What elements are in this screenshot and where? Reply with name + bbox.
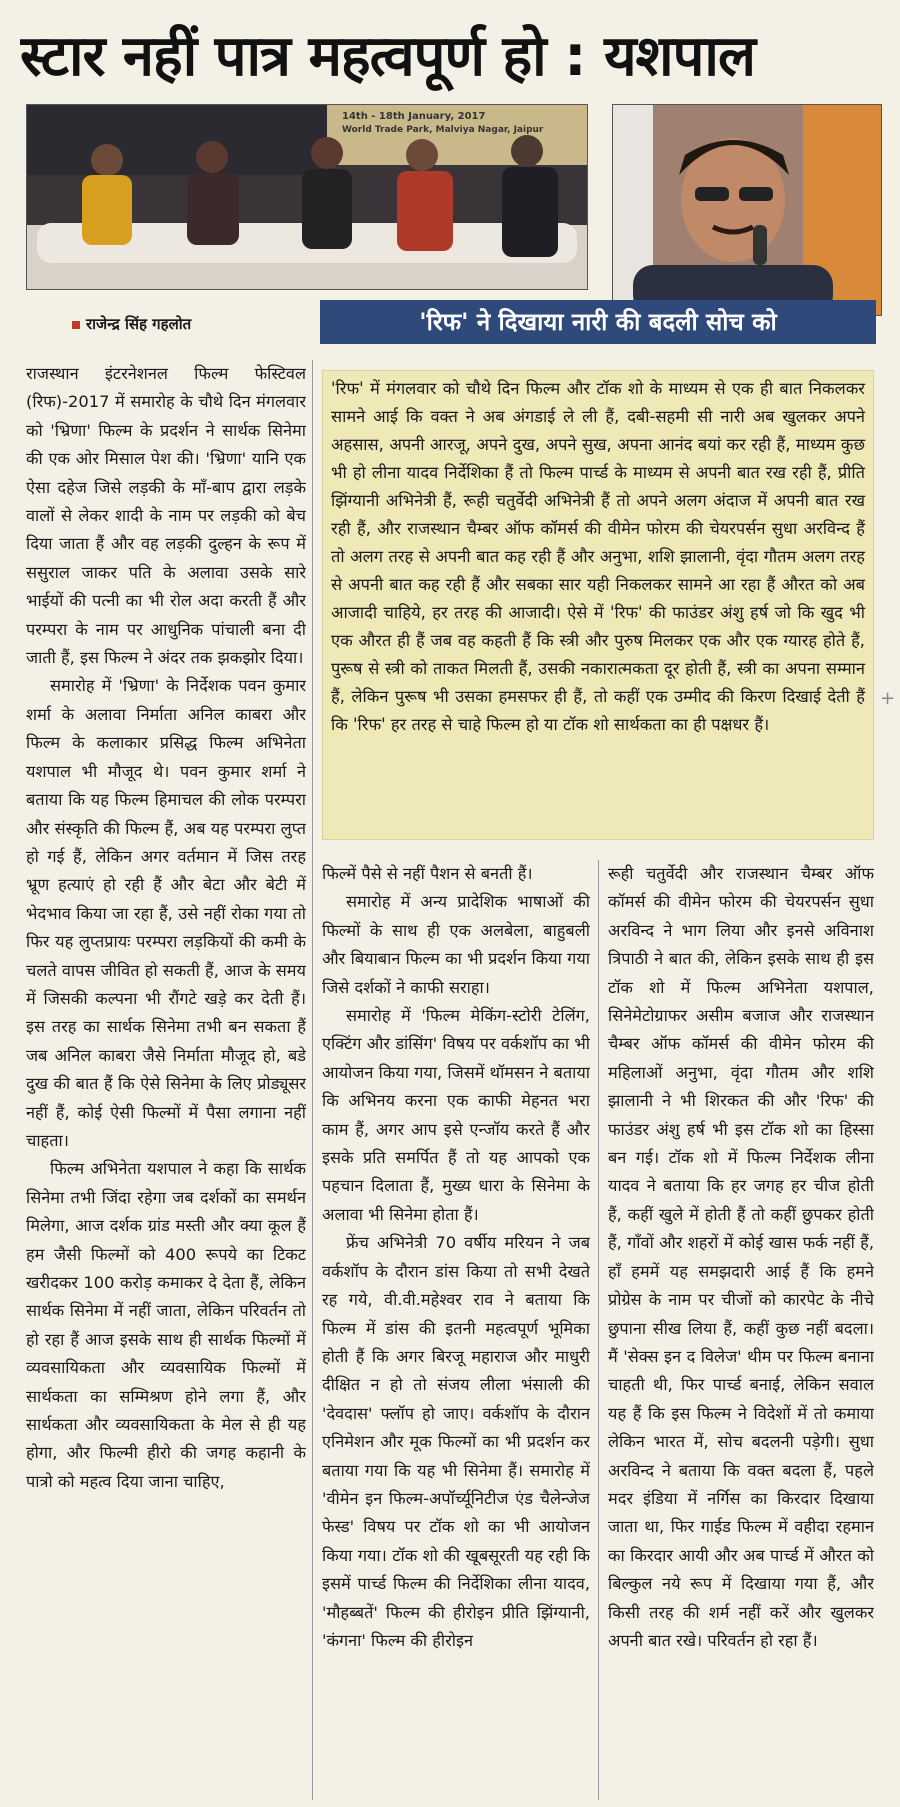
col1-paragraph: राजस्थान इंटरनेशनल फिल्म फेस्टिवल (रिफ)-2017 में समारोह के चौथे दिन मंगलवार को 'भ्रिणा' फिल्म के प्रदर्शन ने सार्थक सिनेमा की एक ओर मिसाल पेश की। 'भ्रिणा' यानि एक ऐसा दहेज जिसे लड़की के माँ-बाप द्वारा लड़के वालों से लेकर शादी के नाम पर लड़की को बेच दिया जाता हैं और वह लड़की दुल्हन के रूप में ससुराल जाकर पति के अलावा उसके सारे भाईयों की पत्नी का भी रोल अदा करती हैं और परम्परा के नाम पर आधुनिक पांचाली बना दी जाती हैं, इस फिल्म ने अंदर तक झकझोर दिया। [26, 364, 306, 668]
column-rule-1 [312, 360, 313, 1800]
subheadline-banner: 'रिफ' ने दिखाया नारी की बदली सोच को [320, 300, 876, 344]
byline-square-icon [72, 321, 80, 329]
article-column-3 [608, 860, 874, 1807]
column-rule-2 [598, 860, 599, 1800]
byline-author: राजेन्द्र सिंह गहलोत [86, 315, 192, 333]
crop-mark-icon: + [880, 688, 896, 709]
highlight-box: 'रिफ' में मंगलवार को चौथे दिन फिल्म और टॉक शो के माध्यम से एक ही बात निकलकर सामने आई कि वक्त ने अब अंगडाई ले ली हैं, दबी-सहमी सी नारी अब खुलकर अपने अहसास, अपनी आरजू, अपने दुख, अपने सुख, अपना आनंद बयां कर रही हैं, माध्यम कुछ भी हो लीना यादव निर्देशिका हैं तो फिल्म पार्च्ड के माध्यम से अपनी बात रख रही हैं, प्रीति झिंग्यानी अभिनेत्री हैं, रूही चतुर्वेदी अभिनेत्री हैं तो अपने अलग अंदाज में अपनी बात रख रही हैं, और राजस्थान चैम्बर ऑफ कॉमर्स की वीमेन फोरम की चेयरपर्सन सुधा अरविन्द हैं तो अलग तरह से अपनी बात कह रही हैं और अनुभा, शशि झालानी, वृंदा गौतम अलग तरह से अपनी बात कह रही हैं और सबका सार यही निकलकर सामने आ रहा हैं औरत को अब आजादी चाहिये, हर तरह की आजादी। ऐसे में 'रिफ' की फाउंडर अंशु हर्ष जो कि खुद भी एक औरत ही हैं जब वह कहती हैं कि स्त्री और पुरुष मिलकर एक और एक ग्यारह होते हैं, पुरूष से स्त्री को ताकत मिलती हैं, उसकी नकारात्मकता दूर होती हैं, स्त्री का अपना सम्मान हैं, लेकिन पुरूष भी उसका हमसफर ही हैं, तो कहीं एक उम्मीद की किरण दिखाई देती हैं कि 'रिफ' हर तरह से चाहे फिल्म हो या टॉक शो सार्थकता का ही पक्षधर हैं। [322, 370, 874, 840]
byline [72, 314, 191, 334]
headline: स्टार नहीं पात्र महत्वपूर्ण हो : यशपाल [20, 24, 755, 89]
col2-paragraph: फिल्में पैसे से नहीं पैशन से बनती हैं। [322, 864, 533, 883]
actor-portrait-image [613, 105, 881, 315]
photo-banner-text-2: World Trade Park, Malviya Nagar, Jaipur [342, 125, 544, 135]
panel-photo [26, 104, 588, 290]
article-column-1 [26, 360, 306, 1807]
col2-paragraph: फ्रेंच अभिनेत्री 70 वर्षीय मरियन ने जब वर्कशॉप के दौरान डांस किया तो सभी देखते रह गये, वी.वी.महेश्वर राव ने बताया कि फिल्म में डांस की इतनी महत्वपूर्ण भूमिका होती हैं कि अगर बिरजू महाराज और माधुरी दीक्षित न हो तो संजय लीला भंसाली की 'देवदास' फ्लॉप हो जाए। वर्कशॉप के दौरान एनिमेशन और मूक फिल्मों का भी प्रदर्शन कर बताया गया कि यह भी सिनेमा हैं। समारोह में 'वीमेन इन फिल्म-अपॉर्च्यूनिटीज एंड चैलेन्जेज फेस्ड' विषय पर टॉक शो का भी आयोजन किया गया। टॉक शो की खूबसूरती यह रही कि इसमें पार्च्ड फिल्म की निर्देशिका लीना यादव, 'मौहब्बतें' फिल्म की हीरोइन प्रीति झिंग्यानी, 'कंगना' फिल्म की हीरोइन [322, 1233, 590, 1650]
actor-portrait-photo [612, 104, 882, 316]
col2-paragraph: समारोह में 'फिल्म मेकिंग-स्टोरी टेलिंग, एक्टिंग और डांसिंग' विषय पर वर्कशॉप का भी आयोजन किया गया, जिसमें थॉमसन ने बताया कि अभिनय करना एक काफी मेहनत भरा काम हैं, अगर आप इसे एन्जॉय करते हैं और इसके प्रति समर्पित हैं तो यह आपको एक पहचान दिलाता हैं, मुख्य धारा के सिनेमा के अलावा भी सिनेमा होता हैं। [322, 1006, 590, 1224]
article-column-2 [322, 860, 590, 1807]
col2-paragraph: समारोह में अन्य प्रादेशिक भाषाओं की फिल्मों के साथ ही एक अलबेला, बाहुबली और बियाबान फिल्म का भी प्रदर्शन किया गया जिसे दर्शकों ने काफी सराहा। [322, 892, 590, 997]
col1-paragraph: समारोह में 'भ्रिणा' के निर्देशक पवन कुमार शर्मा के अलावा निर्माता अनिल काबरा और फिल्म के कलाकार प्रसिद्ध फिल्म अभिनेता यशपाल भी मौजूद थे। पवन कुमार शर्मा ने बताया कि यह फिल्म हिमाचल की लोक परम्परा और संस्कृति की फिल्म हैं, अब यह परम्परा लुप्त हो गई हैं, लेकिन अगर वर्तमान में जिस तरह भ्रूण हत्याएं हो रही हैं और बेटा और बेटी में भेदभाव किया जा रहा हैं, उसे नहीं रोका गया तो फिर यह लुप्तप्रायः परम्परा लड़कियों की कमी के चलते वापस जीवित हो सकती हैं, आज के समय में जिसकी कल्पना भी रौंगटे खड़े कर देती हैं। इस तरह का सार्थक सिनेमा तभी बन सकता हैं जब अनिल काबरा जैसे निर्माता मौजूद हो, बडे दुख की बात हैं कि ऐसे सिनेमा के लिए प्रोड्यूसर नहीं हैं, कोई ऐसी फिल्मों में पैसा लगाना नहीं चाहता। [26, 676, 306, 1150]
col3-paragraph: रूही चतुर्वेदी और राजस्थान चैम्बर ऑफ कॉमर्स की वीमेन फोरम की चेयरपर्सन सुधा अरविन्द ने भाग लिया और इनसे अविनाश त्रिपाठी ने बात की, लेकिन इसके साथ ही इस टॉक शो में फिल्म अभिनेता यशपाल, सिनेमेटोग्राफर असीम बजाज और राजस्थान चैम्बर ऑफ कॉमर्स की वीमेन फोरम की महिलाओं अनुभा, वृंदा गौतम और शशि झालानी ने भी शिरकत की और 'रिफ' की फाउंडर अंशु हर्ष भी इस टॉक शो का हिस्सा बन गई। टॉक शो में फिल्म निर्देशक लीना यादव ने बताया कि हर जगह हर चीज होती हैं, कहीं खुले में होती हैं तो कहीं छुपकर होती हैं, गाँवों और शहरों में कोई खास फर्क नहीं हैं, हाँ हममें यह समझदारी आई हैं कि हमने प्रोग्रेस के नाम पर चीजों को कारपेट के नीचे छुपाना सीख लिया हैं, कहीं कुछ नहीं बदला। मैं 'सेक्स इन द विलेज' थीम पर फिल्म बनाना चाहती थी, फिर पार्च्ड बनाई, लेकिन सवाल यह हैं कि इस फिल्म ने विदेशों में तो कमाया लेकिन भारत में, सोच बदलनी पड़ेगी। सुधा अरविन्द ने बताया कि वक्त बदला हैं, पहले मदर इंडिया में नर्गिस का किरदार दिखाया जाता था, फिर गाईड फिल्म में वहीदा रहमान का किरदार आयी और अब पार्च्ड में औरत को बिल्कुल नये रूप में दिखाया गया हैं, और किसी तरह की शर्म नहीं करें और खुलकर अपनी बात रखे। परिवर्तन हो रहा हैं। [608, 864, 874, 1650]
photo-banner-text: 14th - 18th January, 2017 [342, 111, 486, 122]
col1-paragraph: फिल्म अभिनेता यशपाल ने कहा कि सार्थक सिनेमा तभी जिंदा रहेगा जब दर्शकों का समर्थन मिलेगा, आज दर्शक ग्रांड मस्ती और क्या कूल हैं हम जैसी फिल्मों को 400 रूपये का टिकट खरीदकर 100 करोड़ कमाकर दे देता हैं, लेकिन सार्थक सिनेमा में नहीं जाता, लेकिन परिवर्तन तो हो रहा हैं आज इसके साथ ही सार्थक फिल्मों में व्यवसायिकता और व्यवसायिक फिल्मों में सार्थकता का सम्मिश्रण होने लगा हैं, और सार्थकता और व्यवसायिकता के मेल से ही यह होगा, और फिल्मी हीरो की जगह कहानी के पात्रो को महत्व दिया जाना चाहिए, [26, 1159, 306, 1491]
